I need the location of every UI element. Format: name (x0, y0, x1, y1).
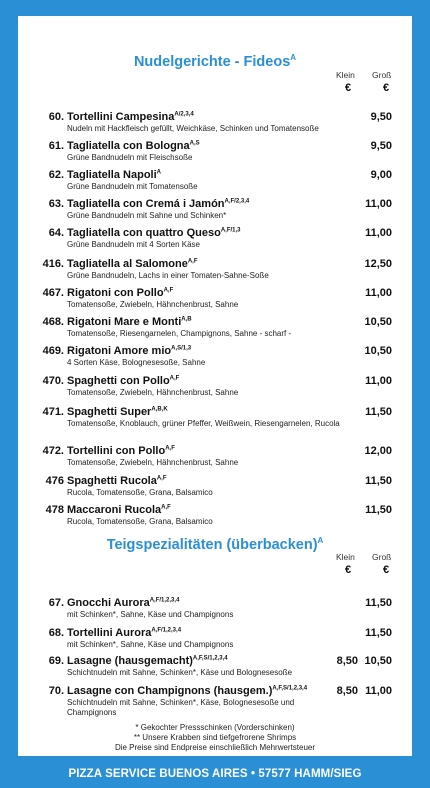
allergen-codes: A,B (181, 316, 192, 323)
allergen-codes: A,S (189, 140, 200, 147)
item-price: 12,00 (364, 445, 392, 457)
item-name (67, 406, 168, 418)
item-name (67, 169, 161, 181)
item-name-text: Tagliatella con Bologna (67, 140, 190, 152)
col-small-header: Klein (336, 552, 355, 562)
col-large-header: Groß (372, 552, 392, 562)
item-number: 60. (48, 111, 64, 123)
footnote-ham: * Gekochter Pressschinken (Vorderschinken) (135, 723, 295, 732)
item-name (67, 316, 192, 328)
item-price-small: 8,50 (336, 685, 358, 697)
item-price: 11,00 (365, 198, 392, 210)
allergen-codes: A (156, 169, 161, 176)
item-name-text: Gnocchi Aurora (67, 597, 150, 609)
item-name (67, 655, 228, 667)
section-title-text: Nudelgerichte - Fideos (133, 53, 291, 70)
item-description: Tomatensoße, Zwiebeln, Hähnchenbrust, Sahne (67, 300, 239, 309)
item-description: Rucola, Tomatensoße, Grana, Balsamico (67, 517, 213, 526)
footer-banner: PIZZA SERVICE BUENOS AIRES • 57577 HAMM/SIEG (68, 768, 362, 780)
footnote-shrimp: ** Unsere Krabben sind tiefgefrorene Shrimps (133, 733, 297, 742)
item-price: 9,50 (370, 140, 392, 152)
item-price: 11,00 (365, 227, 392, 239)
item-name-text: Maccaroni Rucola (67, 504, 162, 516)
allergen-codes: A,F (163, 287, 174, 294)
item-name-text: Tortellini Campesina (67, 111, 175, 123)
section-title-text: Teigspezialitäten (überbacken) (106, 536, 318, 553)
item-description: mit Schinken*, Sahne, Käse und Champignons (67, 640, 234, 649)
allergen-codes: A,F/2,3,4 (224, 198, 250, 205)
item-description: Schichtnudeln mit Sahne, Schinken*, Käse und Bolognesesoße (67, 668, 293, 677)
currency-small: € (345, 564, 352, 576)
item-description: Schichtnudeln mit Sahne, Schinken*, Käse, Bolognesesoße und Champignons (67, 698, 295, 717)
item-name (67, 111, 194, 123)
item-number: 471. (42, 406, 64, 418)
item-name (67, 345, 191, 357)
allergen-codes: A,F/1,2,3,4 (151, 627, 182, 634)
item-name (67, 475, 167, 487)
item-description: Grüne Bandnudeln, Lachs in einer Tomaten-Sahne-Soße (67, 271, 269, 280)
item-price: 11,50 (365, 475, 392, 487)
item-name (67, 198, 249, 210)
item-description: Tomatensoße, Zwiebeln, Hähnchenbrust, Sahne (67, 388, 239, 397)
item-name-text: Rigatoni Mare e Monti (67, 316, 182, 328)
item-name-text: Tortellini con Pollo (67, 445, 166, 457)
item-number: 467. (42, 287, 64, 299)
item-price-small: 8,50 (336, 655, 358, 667)
allergen-codes: A,F (161, 504, 171, 511)
allergen-codes: A,F (169, 375, 180, 382)
item-description: Tomatensoße, Knoblauch, grüner Pfeffer, Weißwein, Riesengarnelen, Rucola (67, 419, 340, 428)
item-number: 416. (42, 258, 64, 270)
item-name-text: Spaghetti con Pollo (67, 375, 170, 387)
item-number: 469. (42, 345, 64, 357)
item-description: 4 Sorten Käse, Bolognesesoße, Sahne (67, 358, 206, 367)
item-number: 478 (45, 504, 64, 516)
item-number: 470. (42, 375, 64, 387)
item-number: 61. (48, 140, 64, 152)
item-description: Nudeln mit Hackfleisch gefüllt, Weichkäse, Schinken und Tomatensoße (67, 124, 319, 133)
item-price-large: 11,50 (365, 627, 392, 639)
currency-large: € (383, 564, 390, 576)
item-price: 10,50 (364, 345, 392, 357)
item-name-text: Rigatoni con Pollo (67, 287, 164, 299)
currency-small: € (345, 82, 352, 94)
item-name (67, 445, 175, 457)
item-name (67, 685, 307, 697)
currency-large: € (383, 82, 390, 94)
item-price: 9,50 (370, 111, 392, 123)
allergen-codes: A,F,S/1,2,3,4 (192, 655, 228, 662)
item-price: 11,00 (365, 375, 392, 387)
item-price-large: 11,00 (365, 685, 392, 697)
item-price: 11,50 (365, 406, 392, 418)
item-name (67, 140, 200, 152)
allergen-codes: A,F/1,3 (220, 227, 241, 234)
item-name-text: Tortellini Aurora (67, 627, 152, 639)
item-price: 10,50 (364, 316, 392, 328)
section-title-noodles (18, 53, 412, 70)
item-name-text: Tagliatella con quattro Queso (67, 227, 221, 239)
item-description: mit Schinken*, Sahne, Käse und Champignons (67, 610, 234, 619)
item-description: Grüne Bandnudeln mit Fleischsoße (67, 153, 193, 162)
item-name-text: Lasagne (hausgemacht) (67, 655, 193, 667)
item-number: 468. (42, 316, 64, 328)
allergen-codes: A,F/1,2,3,4 (149, 597, 180, 604)
item-price-large: 10,50 (364, 655, 392, 667)
item-name (67, 258, 198, 270)
item-price: 11,00 (365, 287, 392, 299)
item-description: Grüne Bandnudeln mit 4 Sorten Käse (67, 240, 200, 249)
item-description: Grüne Bandnudeln mit Sahne und Schinken* (67, 211, 227, 220)
col-large-header: Groß (372, 70, 392, 80)
item-name-text: Tagliatella al Salomone (67, 258, 188, 270)
item-name-text: Spaghetti Rucola (67, 475, 157, 487)
item-name (67, 287, 173, 299)
allergen-codes: A,F (165, 445, 175, 452)
menu-card (18, 16, 412, 756)
item-name-text: Lasagne con Champignons (hausgem.) (67, 685, 273, 697)
section-title-baked (18, 536, 412, 553)
item-number: 62. (48, 169, 64, 181)
item-number: 63. (48, 198, 64, 210)
item-name (67, 227, 241, 239)
item-description: Rucola, Tomatensoße, Grana, Balsamico (67, 488, 213, 497)
footnote-vat: Die Preise sind Endpreise einschließlich Mehrwertsteuer (114, 743, 316, 752)
item-name-text: Tagliatella con Cremá i Jamón (67, 198, 225, 210)
item-name (67, 375, 179, 387)
item-name-text: Rigatoni Amore mio (67, 345, 172, 357)
item-number: 69. (48, 655, 64, 667)
col-small-header: Klein (336, 70, 355, 80)
item-price: 9,00 (370, 169, 392, 181)
item-name (67, 504, 171, 516)
item-number: 70. (48, 685, 64, 697)
allergen-codes: A,F,S/1,2,3,4 (272, 685, 308, 692)
allergen-codes: A,S/1,3 (171, 345, 192, 352)
item-name-text: Tagliatella Napoli (67, 169, 157, 181)
allergen-codes: A,B,K (151, 406, 168, 413)
item-description: Tomatensoße, Zwiebeln, Hähnchenbrust, Sahne (67, 458, 239, 467)
item-price: 12,50 (364, 258, 392, 270)
item-name (67, 627, 181, 639)
section-title-sup: A (317, 536, 324, 545)
footnotes (18, 723, 412, 753)
item-name (67, 597, 179, 609)
item-name-text: Spaghetti Super (67, 406, 152, 418)
section-title-sup: A (290, 53, 297, 62)
allergen-codes: A/2,3,4 (174, 111, 194, 118)
allergen-codes: A,F (187, 258, 198, 265)
item-price-large: 11,50 (365, 597, 392, 609)
item-price: 11,50 (365, 504, 392, 516)
item-number: 472. (42, 445, 64, 457)
item-description: Tomatensoße, Riesengarnelen, Champignons, Sahne - scharf - (67, 329, 292, 338)
allergen-codes: A,F (156, 475, 167, 482)
item-number: 476 (45, 475, 64, 487)
item-number: 67. (48, 597, 64, 609)
item-number: 68. (48, 627, 64, 639)
item-description: Grüne Bandnudeln mit Tomatensoße (67, 182, 198, 191)
item-number: 64. (48, 227, 64, 239)
